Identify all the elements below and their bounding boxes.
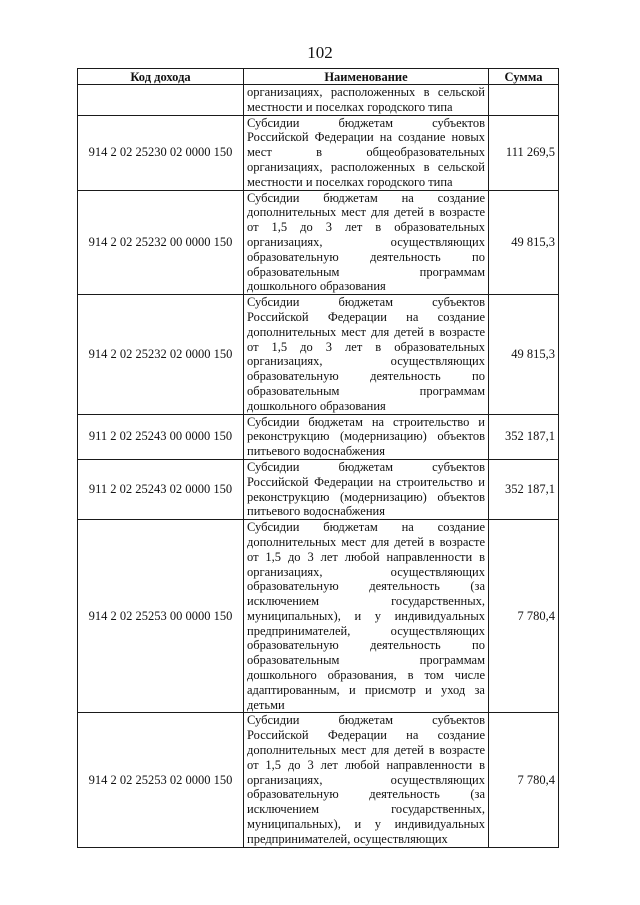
name-line: мест в общеобразовательных [247,145,485,160]
revenue-code-cell [78,85,244,116]
name-line: образовательную деятельность по [247,369,485,384]
name-line: Российской Федерации на строительство и [247,474,485,489]
table-row [78,190,559,295]
name-line: дошкольного образования, в том числе [247,668,485,683]
name-line: Субсидии бюджетам на строительство и [247,414,485,429]
amount-cell: 352 187,1 [489,459,559,519]
name-line: Субсидии бюджетам субъектов [247,115,485,130]
name-line: образовательным программам [247,264,485,279]
name-line: образовательную деятельность по [247,638,485,653]
header-code: Код дохода [78,69,244,85]
name-line: организациях, осуществляющих [247,234,485,249]
name-line: адаптированным, и присмотр и уход за [247,682,485,697]
name-line: местности и поселках городского типа [247,174,453,189]
name-line: исключением государственных, [247,802,485,817]
amount-cell: 352 187,1 [489,414,559,459]
revenue-name-cell [244,520,489,713]
amount-cell: 49 815,3 [489,295,559,414]
name-line: Субсидии бюджетам на создание [247,520,485,535]
name-line: от 1,5 до 3 лет в образовательных [247,339,485,354]
amount-cell: 111 269,5 [489,115,559,190]
revenue-name-cell [244,190,489,295]
name-line: от 1,5 до 3 лет в образовательных [247,220,485,235]
name-line: Субсидии бюджетам на создание [247,190,485,205]
name-line: питьевого водоснабжения [247,504,385,519]
name-line: от 1,5 до 3 лет любой направленности в [247,757,485,772]
table-row [78,414,559,459]
name-line: Субсидии бюджетам субъектов [247,713,485,728]
name-line: дополнительных мест для детей в возрасте [247,205,485,220]
revenue-code-cell: 914 2 02 25253 00 0000 150 [78,520,244,713]
table-row [78,459,559,519]
name-line: предпринимателей, осуществляющих [247,623,485,638]
name-line: дополнительных мест для детей в возрасте [247,743,485,758]
name-line: организациях, осуществляющих [247,772,485,787]
amount-cell: 7 780,4 [489,713,559,847]
name-line: Российской Федерации на создание [247,309,485,324]
name-line: предпринимателей, осуществляющих [247,831,448,846]
revenue-code-cell: 914 2 02 25232 02 0000 150 [78,295,244,414]
revenue-code-cell: 911 2 02 25243 00 0000 150 [78,414,244,459]
name-line: реконструкцию (модернизацию) объектов [247,489,485,504]
amount-cell: 7 780,4 [489,520,559,713]
name-line: дополнительных мест для детей в возрасте [247,324,485,339]
revenue-name-cell [244,115,489,190]
name-line: местности и поселках городского типа [247,99,453,114]
table-header-row [78,69,559,85]
name-line: образовательную деятельность (за [247,579,485,594]
name-line: муниципальных), и у индивидуальных [247,817,485,832]
page-number: 102 [307,43,333,62]
table-row [78,520,559,713]
name-line: муниципальных), и у индивидуальных [247,608,485,623]
name-line: исключением государственных, [247,594,485,609]
name-line: дополнительных мест для детей в возрасте [247,534,485,549]
header-name: Наименование [244,69,489,85]
revenue-name-cell [244,414,489,459]
name-line: образовательную деятельность (за [247,787,485,802]
header-sum: Сумма [489,69,559,85]
table-row [78,85,559,116]
revenue-name-cell [244,459,489,519]
revenue-code-cell: 914 2 02 25232 00 0000 150 [78,190,244,295]
name-line: дошкольного образования [247,398,386,413]
name-line: организациях, расположенных в сельской [247,159,485,174]
name-line: Субсидии бюджетам субъектов [247,295,485,310]
name-line: организациях, расположенных в сельской [247,85,485,99]
revenue-code-cell: 911 2 02 25243 02 0000 150 [78,459,244,519]
revenue-name-cell [244,713,489,847]
name-line: дошкольного образования [247,279,386,294]
name-line: Российской Федерации на создание новых [247,130,485,145]
name-line: Российской Федерации на создание [247,728,485,743]
revenue-name-cell [244,85,489,116]
name-line: образовательную деятельность по [247,249,485,264]
table-row [78,115,559,190]
revenue-code-cell: 914 2 02 25230 02 0000 150 [78,115,244,190]
amount-cell [489,85,559,116]
name-line: реконструкцию (модернизацию) объектов [247,429,485,444]
table-body [78,85,559,848]
name-line: организациях, осуществляющих [247,354,485,369]
name-line: образовательным программам [247,383,485,398]
revenue-name-cell [244,295,489,414]
revenue-table [77,68,559,848]
name-line: от 1,5 до 3 лет любой направленности в [247,549,485,564]
name-line: питьевого водоснабжения [247,444,385,459]
name-line: Субсидии бюджетам субъектов [247,459,485,474]
name-line: организациях, осуществляющих [247,564,485,579]
amount-cell: 49 815,3 [489,190,559,295]
revenue-code-cell: 914 2 02 25253 02 0000 150 [78,713,244,847]
table-row [78,295,559,414]
name-line: образовательным программам [247,653,485,668]
name-line: детьми [247,697,285,712]
table-row [78,713,559,847]
